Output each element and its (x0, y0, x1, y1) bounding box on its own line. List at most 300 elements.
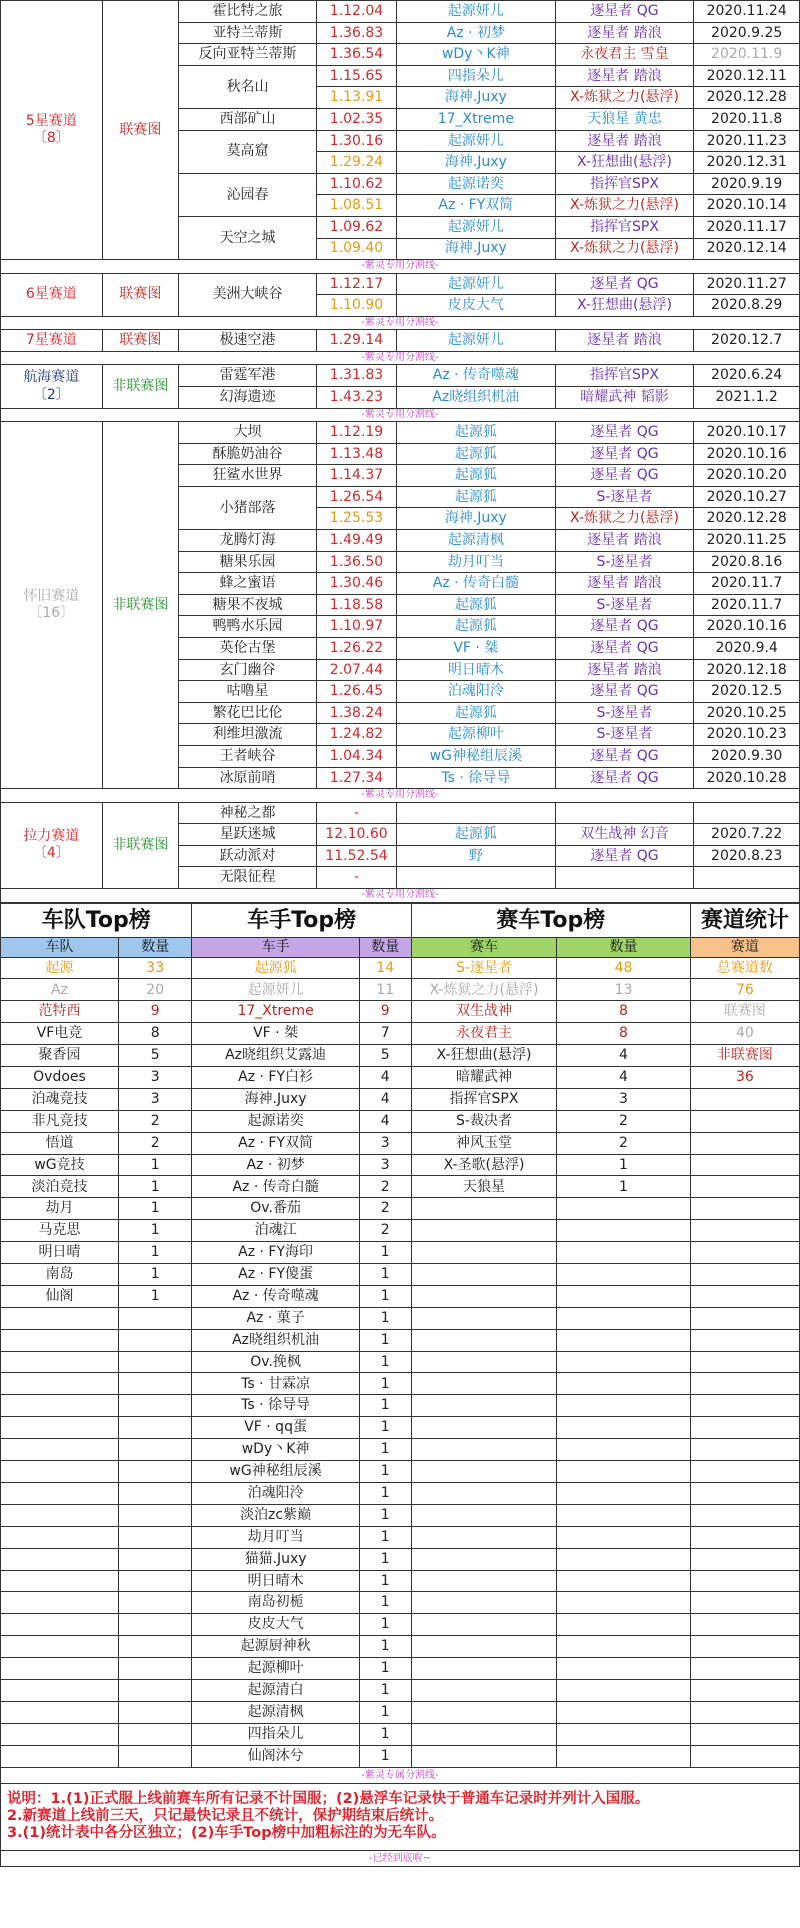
empty-cell (411, 1482, 557, 1504)
empty-cell (690, 1395, 799, 1417)
car-name: 永夜君主 雪皇 (555, 44, 694, 66)
driver-name: 17_Xtreme (192, 1001, 359, 1023)
driver-name: 起源妍儿 (397, 216, 556, 238)
driver-name: 泊魂江 (192, 1220, 359, 1242)
driver-count: 1 (359, 1570, 411, 1592)
stats-table (0, 903, 800, 1768)
team-count: 9 (118, 1001, 192, 1023)
driver-count: 1 (359, 1614, 411, 1636)
empty-cell (1, 1592, 119, 1614)
empty-cell (118, 1329, 192, 1351)
team-name: 仙阁 (1, 1285, 119, 1307)
note-line: 说明：1.(1)正式服上线前赛车所有记录不计国服；(2)悬浮车记录快于普通车记录时并列计入国服。 (7, 1790, 650, 1807)
region-count: 〔16〕 (28, 605, 75, 622)
car-name: 逐星者 踏浪 (555, 530, 694, 552)
driver-name: wDy丶K神 (397, 44, 556, 66)
record-date: 2020.6.24 (694, 365, 800, 387)
empty-cell (690, 1439, 799, 1461)
team-count: 3 (118, 1067, 192, 1089)
empty-cell (690, 1417, 799, 1439)
empty-cell (1, 1417, 119, 1439)
stats-row (1, 1242, 800, 1264)
empty-cell (1, 1395, 119, 1417)
map-name: 天空之城 (179, 216, 317, 259)
car-name: S-裁决者 (411, 1110, 557, 1132)
empty-cell (690, 1679, 799, 1701)
empty-cell (690, 1242, 799, 1264)
driver-name: 起源狐 (397, 824, 556, 846)
driver-name: Ts · 徐导导 (397, 767, 556, 789)
driver-name: wG神秘组辰溪 (192, 1461, 359, 1483)
driver-count: 4 (359, 1110, 411, 1132)
car-top-title: 赛车Top榜 (411, 903, 690, 937)
stats-row (1, 1088, 800, 1110)
separator-line: -紫灵专用分割线- (1, 408, 800, 422)
team-count: 3 (118, 1088, 192, 1110)
empty-cell (557, 1745, 690, 1767)
empty-cell (118, 1417, 192, 1439)
driver-name: 起源清枫 (397, 530, 556, 552)
records-table (0, 0, 800, 903)
map-name: 大坝 (179, 422, 317, 444)
driver-name: Az · 传奇白髓 (192, 1176, 359, 1198)
driver-count: 1 (359, 1679, 411, 1701)
record-time: 12.10.60 (316, 824, 396, 846)
team-count: 1 (118, 1285, 192, 1307)
empty-cell (411, 1548, 557, 1570)
driver-name: 起源狐 (397, 465, 556, 487)
driver-name: Az · 初梦 (192, 1154, 359, 1176)
empty-cell (411, 1570, 557, 1592)
record-date: 2020.11.23 (694, 130, 800, 152)
driver-name: 海神.Juxy (397, 152, 556, 174)
record-time: - (316, 867, 396, 889)
driver-name: 起源妍儿 (397, 273, 556, 295)
driver-name: 17_Xtreme (397, 108, 556, 130)
map-name: 跃动派对 (179, 845, 317, 867)
empty-cell (411, 1395, 557, 1417)
driver-count: 1 (359, 1482, 411, 1504)
empty-cell (118, 1614, 192, 1636)
region-cell (1, 422, 103, 789)
stats-row (1, 1045, 800, 1067)
driver-name: 起源清枫 (192, 1701, 359, 1723)
map-name: 无限征程 (179, 867, 317, 889)
stats-row (1, 1395, 800, 1417)
record-date: 2020.10.28 (694, 767, 800, 789)
record-date: 2020.11.24 (694, 1, 800, 23)
driver-col-header: 车手 (192, 937, 359, 957)
map-name: 美洲大峡谷 (179, 273, 317, 316)
record-date: 2020.12.28 (694, 87, 800, 109)
team-name: 泊魂竞技 (1, 1088, 119, 1110)
record-date: 2020.11.7 (694, 573, 800, 595)
driver-name: Az · FY海印 (192, 1242, 359, 1264)
driver-count: 5 (359, 1045, 411, 1067)
map-name: 小猪部落 (179, 486, 317, 529)
car-name: 逐星者 QG (555, 845, 694, 867)
driver-count: 1 (359, 1242, 411, 1264)
driver-name: Az · FY白衫 (192, 1067, 359, 1089)
map-name: 冰原前哨 (179, 767, 317, 789)
record-date: 2020.8.29 (694, 295, 800, 317)
car-name: S-逐星者 (555, 551, 694, 573)
map-name: 酥脆奶油谷 (179, 443, 317, 465)
driver-name: 起源清白 (192, 1679, 359, 1701)
driver-count: 1 (359, 1526, 411, 1548)
stats-row (1, 1110, 800, 1132)
car-name: 逐星者 QG (555, 273, 694, 295)
stats-row (1, 1592, 800, 1614)
car-count: 8 (557, 1001, 690, 1023)
empty-cell (118, 1745, 192, 1767)
empty-cell (118, 1461, 192, 1483)
stats-row (1, 1679, 800, 1701)
region-cell (1, 330, 103, 352)
stats-row (1, 1614, 800, 1636)
empty-cell (411, 1679, 557, 1701)
map-type-cell: 联赛图 (102, 273, 179, 316)
record-time: 1.27.34 (316, 767, 396, 789)
map-name: 糖果不夜城 (179, 594, 317, 616)
team-name: Ovdoes (1, 1067, 119, 1089)
empty-cell (557, 1417, 690, 1439)
driver-name: 皮皮大气 (192, 1614, 359, 1636)
stats-row (1, 1176, 800, 1198)
driver-name: Ov.挽枫 (192, 1351, 359, 1373)
record-date: 2020.11.9 (694, 44, 800, 66)
team-name: wG竞技 (1, 1154, 119, 1176)
team-top-title: 车队Top榜 (1, 903, 192, 937)
record-time: 1.13.48 (316, 443, 396, 465)
map-name: 狂鲨水世界 (179, 465, 317, 487)
record-row (1, 802, 800, 824)
car-name: 逐星者 踏浪 (555, 65, 694, 87)
car-name: 双生战神 (411, 1001, 557, 1023)
empty-cell (118, 1701, 192, 1723)
empty-cell (1, 1526, 119, 1548)
empty-cell (118, 1570, 192, 1592)
stats-row (1, 1198, 800, 1220)
empty-cell (1, 1373, 119, 1395)
driver-name: Ts · 甘霖凉 (192, 1373, 359, 1395)
record-row (1, 422, 800, 444)
car-name: 暗耀武神 韬影 (555, 387, 694, 409)
driver-name: 明日晴木 (397, 659, 556, 681)
empty-cell (411, 1614, 557, 1636)
record-date (694, 802, 800, 824)
empty-cell (690, 1110, 799, 1132)
car-name: 逐星者 QG (555, 443, 694, 465)
empty-cell (1, 1658, 119, 1680)
map-name: 沁园春 (179, 173, 317, 216)
map-name: 秋名山 (179, 65, 317, 108)
driver-count: 1 (359, 1701, 411, 1723)
record-time: 1.13.91 (316, 87, 396, 109)
record-time: 1.38.24 (316, 702, 396, 724)
empty-cell (690, 1701, 799, 1723)
empty-cell (557, 1198, 690, 1220)
stats-row (1, 1658, 800, 1680)
record-time: 1.29.14 (316, 330, 396, 352)
driver-count: 1 (359, 1461, 411, 1483)
map-type-cell: 非联赛图 (102, 802, 179, 888)
record-time: 1.12.19 (316, 422, 396, 444)
track-stat: 36 (690, 1067, 799, 1089)
map-type-cell: 非联赛图 (102, 422, 179, 789)
empty-cell (557, 1592, 690, 1614)
driver-count: 3 (359, 1154, 411, 1176)
empty-cell (118, 1482, 192, 1504)
driver-name: wG神秘组辰溪 (397, 746, 556, 768)
record-date: 2020.10.20 (694, 465, 800, 487)
car-name: X-狂想曲(悬浮) (411, 1045, 557, 1067)
empty-cell (557, 1264, 690, 1286)
record-time: 11.52.54 (316, 845, 396, 867)
separator-line: -紫灵专用分割线- (1, 316, 800, 330)
record-date: 2020.11.8 (694, 108, 800, 130)
team-name: 非凡竞技 (1, 1110, 119, 1132)
empty-cell (118, 1526, 192, 1548)
track-stats-title: 赛道统计 (690, 903, 799, 937)
car-name: 逐星者 QG (555, 681, 694, 703)
stats-row (1, 1220, 800, 1242)
driver-name: VF · 桀 (192, 1023, 359, 1045)
record-date: 2020.12.31 (694, 152, 800, 174)
team-name: Az (1, 979, 119, 1001)
map-name: 蜂之蜜语 (179, 573, 317, 595)
empty-cell (118, 1395, 192, 1417)
driver-name: 劫月叮当 (397, 551, 556, 573)
record-date: 2020.10.16 (694, 443, 800, 465)
car-count: 4 (557, 1045, 690, 1067)
region-cell (1, 802, 103, 888)
driver-name: Az晓组织艾露迪 (192, 1045, 359, 1067)
empty-cell (557, 1636, 690, 1658)
empty-cell (690, 1745, 799, 1767)
empty-cell (690, 1264, 799, 1286)
driver-top-title: 车手Top榜 (192, 903, 411, 937)
driver-count: 1 (359, 1351, 411, 1373)
stats-row (1, 979, 800, 1001)
empty-cell (557, 1395, 690, 1417)
stats-row (1, 1001, 800, 1023)
separator-line: -紫灵专用分割线- (1, 351, 800, 365)
empty-cell (1, 1329, 119, 1351)
empty-cell (411, 1417, 557, 1439)
car-name: S-逐星者 (555, 486, 694, 508)
record-time: 1.18.58 (316, 594, 396, 616)
car-name: X-炼狱之力(悬浮) (555, 508, 694, 530)
separator-line: -紫灵专用分割线- (1, 789, 800, 803)
stats-row (1, 1482, 800, 1504)
region-name: 6星赛道 (25, 285, 77, 302)
driver-name: VF · 桀 (397, 638, 556, 660)
empty-cell (557, 1526, 690, 1548)
driver-count: 1 (359, 1504, 411, 1526)
driver-count: 2 (359, 1176, 411, 1198)
empty-cell (690, 1636, 799, 1658)
empty-cell (690, 1570, 799, 1592)
empty-cell (557, 1614, 690, 1636)
driver-name: Az · 传奇白髓 (397, 573, 556, 595)
record-time: 1.24.82 (316, 724, 396, 746)
empty-cell (411, 1504, 557, 1526)
car-count: 4 (557, 1067, 690, 1089)
empty-cell (690, 1373, 799, 1395)
record-time: 1.09.62 (316, 216, 396, 238)
empty-cell (118, 1548, 192, 1570)
empty-cell (411, 1461, 557, 1483)
empty-cell (690, 1482, 799, 1504)
car-name: 逐星者 QG (555, 638, 694, 660)
team-name: 南岛 (1, 1264, 119, 1286)
empty-cell (118, 1504, 192, 1526)
record-date: 2020.12.18 (694, 659, 800, 681)
team-name: VF电竞 (1, 1023, 119, 1045)
record-time: 1.29.24 (316, 152, 396, 174)
driver-name (397, 867, 556, 889)
map-type-cell: 非联赛图 (102, 365, 179, 408)
driver-name: 起源狐 (397, 443, 556, 465)
empty-cell (690, 1176, 799, 1198)
record-date: 2020.9.4 (694, 638, 800, 660)
driver-count: 1 (359, 1264, 411, 1286)
region-count: 〔8〕 (32, 130, 70, 147)
record-time: 1.10.97 (316, 616, 396, 638)
car-name: 指挥官SPX (411, 1088, 557, 1110)
team-count: 8 (118, 1023, 192, 1045)
driver-count: 1 (359, 1745, 411, 1767)
driver-name: VF · qq蛋 (192, 1417, 359, 1439)
map-name: 王者峡谷 (179, 746, 317, 768)
car-name: 逐星者 踏浪 (555, 22, 694, 44)
record-time: - (316, 802, 396, 824)
record-date: 2020.10.27 (694, 486, 800, 508)
record-date: 2020.9.30 (694, 746, 800, 768)
qty-col-header: 数量 (557, 937, 690, 957)
stats-row (1, 1439, 800, 1461)
driver-name: Az · FY傻蛋 (192, 1264, 359, 1286)
region-name: 5星赛道 (25, 112, 77, 129)
record-row (1, 273, 800, 295)
record-date: 2020.9.19 (694, 173, 800, 195)
region-name: 7星赛道 (25, 331, 77, 348)
car-name: 指挥官SPX (555, 173, 694, 195)
driver-count: 1 (359, 1548, 411, 1570)
car-name: X-炼狱之力(悬浮) (555, 195, 694, 217)
driver-name: 四指朵儿 (397, 65, 556, 87)
record-date: 2020.10.14 (694, 195, 800, 217)
empty-cell (557, 1220, 690, 1242)
car-name: 天狼星 (411, 1176, 557, 1198)
driver-count: 2 (359, 1198, 411, 1220)
map-name: 雷霆军港 (179, 365, 317, 387)
stats-row (1, 1526, 800, 1548)
car-name: 指挥官SPX (555, 365, 694, 387)
empty-cell (557, 1329, 690, 1351)
team-count: 1 (118, 1198, 192, 1220)
empty-cell (557, 1351, 690, 1373)
note-line: 3.(1)统计表中各分区独立；(2)车手Top榜中加粗标注的为无车队。 (7, 1824, 446, 1841)
record-time: 1.30.16 (316, 130, 396, 152)
empty-cell (557, 1723, 690, 1745)
record-time: 1.04.34 (316, 746, 396, 768)
empty-cell (557, 1658, 690, 1680)
empty-cell (690, 1351, 799, 1373)
driver-count: 1 (359, 1395, 411, 1417)
record-date: 2020.11.25 (694, 530, 800, 552)
car-name: 逐星者 QG (555, 767, 694, 789)
record-time: 1.10.90 (316, 295, 396, 317)
record-date: 2020.12.5 (694, 681, 800, 703)
empty-cell (118, 1658, 192, 1680)
separator-row (1, 260, 800, 274)
car-count: 2 (557, 1110, 690, 1132)
car-count: 8 (557, 1023, 690, 1045)
team-count: 2 (118, 1110, 192, 1132)
empty-cell (557, 1307, 690, 1329)
stats-title-row (1, 903, 800, 937)
record-time: 1.43.23 (316, 387, 396, 409)
car-name: 天狼星 黄忠 (555, 108, 694, 130)
empty-cell (118, 1307, 192, 1329)
car-count: 13 (557, 979, 690, 1001)
empty-cell (1, 1723, 119, 1745)
map-name: 霍比特之旅 (179, 1, 317, 23)
track-col-header: 赛道 (690, 937, 799, 957)
bottom-line: -已经到底啦~ (0, 1851, 800, 1867)
empty-cell (411, 1526, 557, 1548)
stats-row (1, 1417, 800, 1439)
empty-cell (118, 1373, 192, 1395)
region-cell (1, 273, 103, 316)
car-name: 逐星者 QG (555, 1, 694, 23)
team-name: 悟道 (1, 1132, 119, 1154)
driver-count: 1 (359, 1658, 411, 1680)
map-name: 极速空港 (179, 330, 317, 352)
record-time: 1.36.50 (316, 551, 396, 573)
driver-name: 劫月叮当 (192, 1526, 359, 1548)
empty-cell (690, 1658, 799, 1680)
car-name: S-逐星者 (555, 702, 694, 724)
empty-cell (690, 1526, 799, 1548)
record-date: 2020.10.16 (694, 616, 800, 638)
record-time: 1.08.51 (316, 195, 396, 217)
car-name: X-狂想曲(悬浮) (555, 295, 694, 317)
driver-count: 1 (359, 1307, 411, 1329)
record-time: 1.12.04 (316, 1, 396, 23)
team-count: 20 (118, 979, 192, 1001)
region-cell (1, 1, 103, 260)
empty-cell (557, 1439, 690, 1461)
driver-count: 1 (359, 1329, 411, 1351)
driver-name (397, 802, 556, 824)
team-count: 33 (118, 957, 192, 979)
team-count: 1 (118, 1176, 192, 1198)
stats-row (1, 1570, 800, 1592)
record-time: 1.36.54 (316, 44, 396, 66)
driver-count: 1 (359, 1723, 411, 1745)
record-row (1, 365, 800, 387)
empty-cell (690, 1198, 799, 1220)
driver-count: 1 (359, 1285, 411, 1307)
driver-count: 3 (359, 1132, 411, 1154)
empty-cell (557, 1482, 690, 1504)
track-stat: 联赛图 (690, 1001, 799, 1023)
empty-cell (411, 1701, 557, 1723)
driver-name: 野 (397, 845, 556, 867)
